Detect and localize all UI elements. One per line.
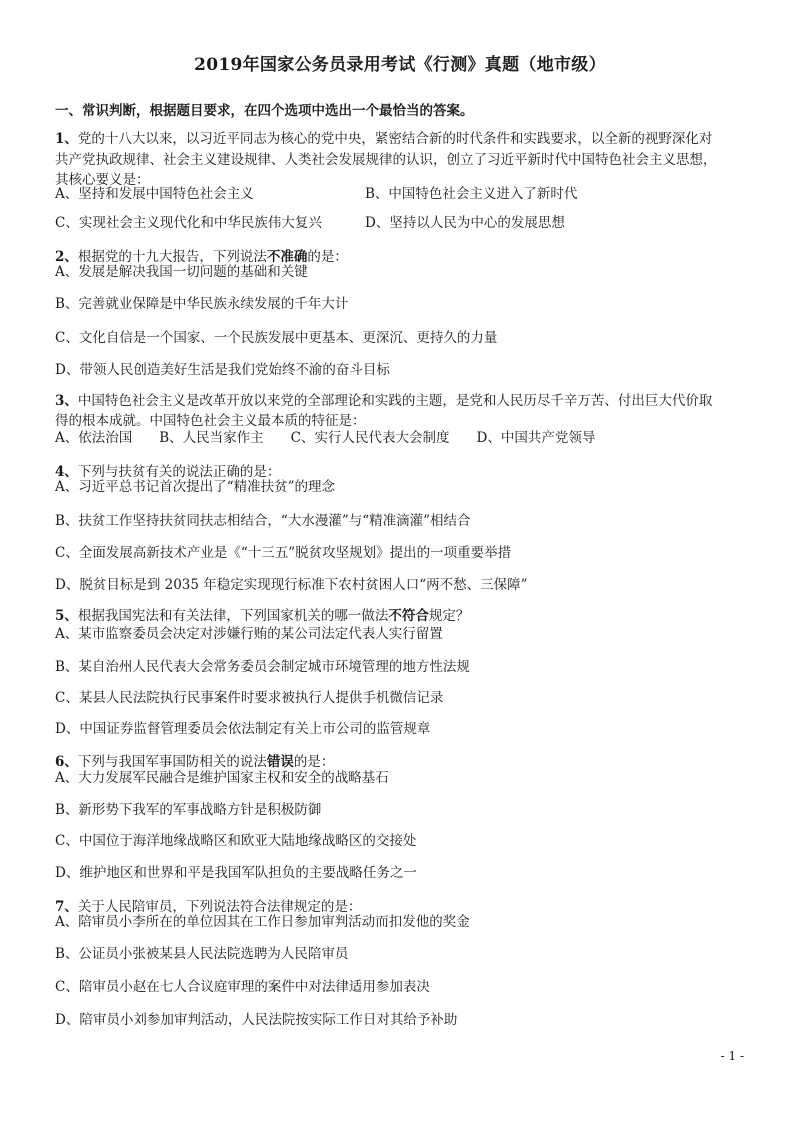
q6-option-d: D、维护地区和世界和平是我国军队担负的主要战略任务之一 [55, 865, 417, 881]
q1-option-d: D、坚持以人民为中心的发展思想 [365, 215, 565, 231]
q1-stem-text1: 党的十八大以来，以习近平同志为核心的党中央，紧密结合新的时代条件和实践要求，以全新的视野深化对 [77, 131, 713, 147]
q2-option-a: A、发展是解决我国一切问题的基础和关键 [55, 264, 308, 280]
q3-stem-text1: 中国特色社会主义是改革开放以来党的全部理论和实践的主题，是党和人民历尽千辛万苦、付出巨大代价取 [77, 393, 713, 409]
q5-number: 5、 [55, 608, 78, 624]
q1-option-a: A、坚持和发展中国特色社会主义 [55, 186, 254, 202]
q7-stem-text: 关于人民陪审员，下列说法符合法律规定的是： [77, 899, 362, 915]
q3-stem-line1 [55, 393, 712, 409]
q4-stem-text: 下列与扶贫有关的说法正确的是： [77, 464, 281, 480]
q5-stem-emphasis: 不符合 [388, 608, 429, 624]
q4-number: 4、 [55, 464, 78, 480]
q6-number: 6、 [55, 754, 78, 770]
q2-option-b: B、完善就业保障是中华民族永续发展的千年大计 [55, 296, 349, 312]
q2-stem-emphasis: 不准确 [266, 249, 308, 265]
q7-option-c: C、陪审员小赵在七人合议庭审理的案件中对法律适用参加表决 [55, 979, 430, 995]
q6-option-a: A、大力发展军民融合是维护国家主权和安全的战略基石 [55, 770, 389, 786]
q5-stem [55, 608, 469, 624]
q1-number: 1、 [55, 131, 78, 147]
q1-option-b: B、中国特色社会主义进入了新时代 [365, 186, 578, 202]
q4-option-d: D、脱贫目标是到 2035 年稳定实现现行标准下农村贫困人口“两不愁、三保障” [55, 577, 528, 593]
q2-option-c: C、文化自信是一个国家、一个民族发展中更基本、更深沉、更持久的力量 [55, 330, 498, 346]
q5-option-b: B、某自治州人民代表大会常务委员会制定城市环境管理的地方性法规 [55, 659, 470, 675]
q5-option-c: C、某县人民法院执行民事案件时要求被执行人提供手机微信记录 [55, 690, 444, 706]
q4-stem [55, 464, 280, 480]
q2-stem-pre: 根据党的十九大报告，下列说法 [77, 249, 267, 265]
q3-stem-line2: 得的根本成就。中国特色社会主义最本质的特征是： [55, 413, 366, 429]
page-title: 2019年国家公务员录用考试《行测》真题（地市级） [194, 55, 606, 75]
q6-option-c: C、中国位于海洋地缘战略区和欧亚大陆地缘战略区的交接处 [55, 833, 417, 849]
q7-number: 7、 [55, 899, 78, 915]
q7-stem [55, 899, 361, 915]
q3-number: 3、 [55, 393, 78, 409]
q6-option-b: B、新形势下我军的军事战略方针是积极防御 [55, 802, 322, 818]
section-heading: 一、常识判断，根据题目要求，在四个选项中选出一个最恰当的答案。 [55, 103, 474, 119]
q6-stem-post: 的是： [293, 754, 335, 770]
q6-stem-pre: 下列与我国军事国防相关的说法 [77, 754, 267, 770]
q7-option-b: B、公证员小张被某县人民法院选聘为人民陪审员 [55, 946, 349, 962]
q7-option-a: A、陪审员小李所在的单位因其在工作日参加审判活动而扣发他的奖金 [55, 914, 470, 930]
q4-option-a: A、习近平总书记首次提出了“精准扶贫”的理念 [55, 479, 336, 495]
q5-option-a: A、某市监察委员会决定对涉嫌行贿的某公司法定代表人实行留置 [55, 626, 443, 642]
q1-option-c: C、实现社会主义现代化和中华民族伟大复兴 [55, 215, 322, 231]
q5-option-d: D、中国证券监督管理委员会依法制定有关上市公司的监管规章 [55, 721, 431, 737]
q6-stem [55, 754, 334, 770]
page-number: - 1 - [720, 1049, 744, 1063]
q2-stem-post: 的是： [307, 249, 348, 265]
q1-stem-line2: 共产党执政规律、社会主义建设规律、人类社会发展规律的认识，创立了习近平新时代中国特色社会主义思想， [55, 152, 717, 168]
q4-option-b: B、扶贫工作坚持扶贫同扶志相结合，“大水漫灌”与“精准滴灌”相结合 [55, 513, 471, 529]
q3-options: A、依法治国 B、人民当家作主 C、实行人民代表大会制度 D、中国共产党领导 [55, 430, 596, 446]
q1-stem-line1 [55, 131, 712, 147]
q1-stem-line3: 其核心要义是： [55, 172, 150, 188]
q2-number: 2、 [55, 249, 78, 265]
q4-option-c: C、全面发展高新技术产业是《“十三五”脱贫攻坚规划》提出的一项重要举措 [55, 545, 512, 561]
q5-stem-post: 规定？ [428, 608, 470, 624]
q7-option-d: D、陪审员小刘参加审判活动，人民法院按实际工作日对其给予补助 [55, 1012, 458, 1028]
q2-stem [55, 249, 348, 265]
q6-stem-emphasis: 错误 [266, 754, 294, 770]
q5-stem-pre: 根据我国宪法和有关法律，下列国家机关的哪一做法 [77, 608, 389, 624]
q2-option-d: D、带领人民创造美好生活是我们党始终不渝的奋斗目标 [55, 362, 390, 378]
